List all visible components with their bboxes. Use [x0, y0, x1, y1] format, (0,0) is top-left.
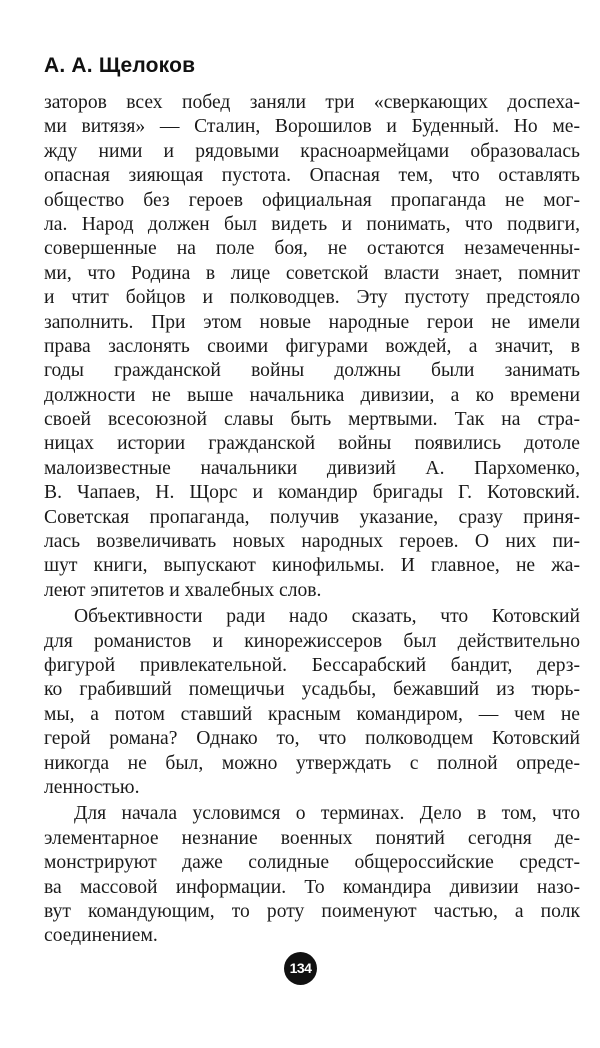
- text-line: фигурой привлекательной. Бессарабский бандит, дерз-: [44, 654, 580, 676]
- page-number-badge: 134: [284, 952, 317, 985]
- text-line: монстрируют даже солидные общероссийские средст-: [44, 852, 580, 874]
- paragraph-2: [44, 605, 580, 800]
- text-line: совершенные на поле боя, не остаются незамеченны-: [44, 238, 580, 260]
- text-line: ми витязя» — Сталин, Ворошилов и Буденный. Но ме-: [44, 116, 580, 138]
- text-line: заполнить. При этом новые народные герои не имели: [44, 311, 580, 333]
- text-line: ла. Народ должен был видеть и понимать, что подвиги,: [44, 213, 580, 235]
- text-line: для романистов и кинорежиссеров был действительно: [44, 630, 580, 652]
- text-line: леют эпитетов и хвалебных слов.: [44, 579, 322, 601]
- text-line: ва массовой информации. То командира дивизии назо-: [44, 876, 580, 898]
- text-line: никогда не был, можно утверждать с полной опреде-: [44, 752, 580, 774]
- text-line: соединением.: [44, 925, 158, 947]
- text-line: герой романа? Однако то, что полководцем Котовский: [44, 728, 580, 750]
- text-line: общество без героев официальная пропаганда не мог-: [44, 189, 580, 211]
- text-line: малоизвестные начальники дивизий А. Пархоменко,: [44, 457, 580, 479]
- text-line: вут командующим, то роту поименуют частью, а полк: [44, 900, 580, 922]
- text-line: своей всесоюзной славы быть мертвыми. Так на стра-: [44, 409, 580, 431]
- text-line: заторов всех побед заняли три «сверкающих доспеха-: [44, 92, 580, 113]
- text-line: опасная зияющая пустота. Опасная тем, что оставлять: [44, 165, 580, 187]
- text-line: лась возвеличивать новых народных героев. О них пи-: [44, 531, 580, 553]
- text-line: ко грабивший помещичьи усадьбы, бежавший из тюрь-: [44, 679, 580, 701]
- text-line: Объективности ради надо сказать, что Котовский: [74, 606, 580, 628]
- text-line: В. Чапаев, Н. Щорс и командир бригады Г. Котовский.: [44, 482, 580, 504]
- text-line: Для начала условимся о терминах. Дело в том, что: [74, 803, 580, 825]
- text-line: жду ними и рядовыми красноармейцами образовалась: [44, 140, 580, 162]
- text-line: мы, а потом ставший красным командиром, — чем не: [44, 703, 580, 725]
- text-line: годы гражданской войны должны были занимать: [44, 360, 580, 382]
- text-line: и чтит бойцов и полководцев. Эту пустоту предстояло: [44, 287, 580, 309]
- text-line: должности не выше начальника дивизии, а ко времени: [44, 384, 580, 406]
- page-body-text: [44, 91, 580, 951]
- text-line: Советская пропаганда, получив указание, сразу приня-: [44, 506, 580, 528]
- text-line: шут книги, выпускают кинофильмы. И главное, не жа-: [44, 555, 580, 577]
- text-line: ницах истории гражданской войны появились дотоле: [44, 433, 580, 455]
- paragraph-3: [44, 802, 580, 948]
- text-line: элементарное незнание военных понятий сегодня де-: [44, 827, 580, 849]
- text-line: ми, что Родина в лице советской власти знает, помнит: [44, 262, 580, 284]
- text-line: права заслонять своими фигурами вождей, а значит, в: [44, 335, 580, 357]
- text-line: ленностью.: [44, 776, 140, 798]
- running-header-author: А. А. Щелоков: [44, 54, 196, 77]
- paragraph-1: [44, 91, 580, 603]
